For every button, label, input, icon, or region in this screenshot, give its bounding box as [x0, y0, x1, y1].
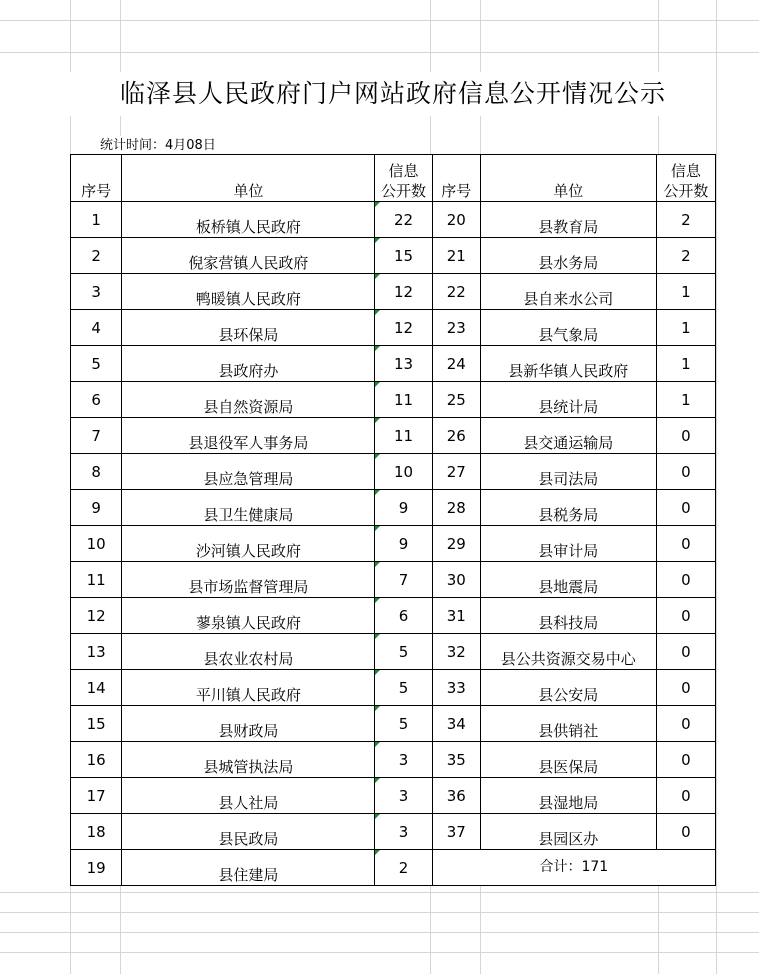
cell-unit[interactable]: 县气象局 [480, 310, 656, 346]
table-row [71, 562, 716, 598]
cell-unit[interactable]: 蓼泉镇人民政府 [122, 598, 375, 634]
header-seq[interactable]: 序号 [71, 155, 122, 202]
header-seq-2[interactable]: 序号 [432, 155, 480, 202]
cell-seq[interactable]: 11 [71, 562, 122, 598]
cell-unit[interactable]: 县人社局 [122, 778, 375, 814]
cell-seq[interactable]: 24 [432, 346, 480, 382]
cell-seq[interactable]: 15 [71, 706, 122, 742]
cell-unit[interactable]: 县科技局 [480, 598, 656, 634]
cell-seq[interactable]: 22 [432, 274, 480, 310]
cell-seq[interactable]: 18 [71, 814, 122, 850]
cell-count[interactable]: 2 [656, 238, 715, 274]
cell-count[interactable]: 3 [375, 742, 432, 778]
table-row [71, 814, 716, 850]
cell-seq[interactable]: 10 [71, 526, 122, 562]
cell-seq[interactable]: 36 [432, 778, 480, 814]
table-row [71, 490, 716, 526]
cell-count[interactable]: 1 [656, 274, 715, 310]
cell-count[interactable]: 9 [375, 526, 432, 562]
total-cell[interactable]: 合计：171 [432, 850, 715, 886]
table-row [71, 274, 716, 310]
cell-seq[interactable]: 37 [432, 814, 480, 850]
table-row [71, 598, 716, 634]
cell-unit[interactable]: 板桥镇人民政府 [122, 202, 375, 238]
cell-count[interactable]: 0 [656, 418, 715, 454]
header-count[interactable]: 信息 公开数 [375, 155, 432, 202]
cell-unit[interactable]: 县统计局 [480, 382, 656, 418]
cell-seq[interactable]: 4 [71, 310, 122, 346]
cell-unit[interactable]: 县湿地局 [480, 778, 656, 814]
cell-seq[interactable]: 13 [71, 634, 122, 670]
cell-unit[interactable]: 县交通运输局 [480, 418, 656, 454]
cell-count[interactable]: 11 [375, 382, 432, 418]
table-row [71, 526, 716, 562]
cell-unit[interactable]: 县司法局 [480, 454, 656, 490]
cell-unit[interactable]: 倪家营镇人民政府 [122, 238, 375, 274]
cell-count[interactable]: 10 [375, 454, 432, 490]
cell-seq[interactable]: 3 [71, 274, 122, 310]
cell-count[interactable]: 0 [656, 562, 715, 598]
cell-count[interactable]: 3 [375, 778, 432, 814]
page-title: 临泽县人民政府门户网站政府信息公开情况公示 [70, 72, 716, 116]
cell-count[interactable]: 0 [656, 490, 715, 526]
cell-count[interactable]: 6 [375, 598, 432, 634]
cell-seq[interactable]: 33 [432, 670, 480, 706]
cell-count[interactable]: 9 [375, 490, 432, 526]
cell-unit[interactable]: 县退役军人事务局 [122, 418, 375, 454]
cell-unit[interactable]: 县园区办 [480, 814, 656, 850]
table-row [71, 634, 716, 670]
cell-seq[interactable]: 5 [71, 346, 122, 382]
cell-seq[interactable]: 12 [71, 598, 122, 634]
cell-unit[interactable]: 县公共资源交易中心 [480, 634, 656, 670]
cell-seq[interactable]: 16 [71, 742, 122, 778]
cell-seq[interactable]: 26 [432, 418, 480, 454]
cell-count[interactable]: 13 [375, 346, 432, 382]
cell-unit[interactable]: 县应急管理局 [122, 454, 375, 490]
cell-unit[interactable]: 平川镇人民政府 [122, 670, 375, 706]
header-count-2[interactable]: 信息 公开数 [656, 155, 715, 202]
table-row [71, 202, 716, 238]
cell-unit[interactable]: 县税务局 [480, 490, 656, 526]
cell-count[interactable]: 15 [375, 238, 432, 274]
cell-unit[interactable]: 县自来水公司 [480, 274, 656, 310]
table-row [71, 706, 716, 742]
table-row [71, 454, 716, 490]
cell-count[interactable]: 1 [656, 310, 715, 346]
cell-unit[interactable]: 县市场监督管理局 [122, 562, 375, 598]
cell-count[interactable]: 2 [375, 850, 432, 886]
cell-seq[interactable]: 8 [71, 454, 122, 490]
cell-seq[interactable]: 34 [432, 706, 480, 742]
table-row [71, 670, 716, 706]
cell-count[interactable]: 0 [656, 526, 715, 562]
cell-unit[interactable]: 县审计局 [480, 526, 656, 562]
cell-unit[interactable]: 县环保局 [122, 310, 375, 346]
cell-count[interactable]: 0 [656, 634, 715, 670]
cell-count[interactable]: 1 [656, 382, 715, 418]
table-row [71, 346, 716, 382]
cell-unit[interactable]: 县医保局 [480, 742, 656, 778]
cell-seq[interactable]: 1 [71, 202, 122, 238]
header-unit[interactable]: 单位 [122, 155, 375, 202]
cell-unit[interactable]: 县住建局 [122, 850, 375, 886]
cell-unit[interactable]: 县公安局 [480, 670, 656, 706]
cell-unit[interactable]: 县新华镇人民政府 [480, 346, 656, 382]
cell-seq[interactable]: 19 [71, 850, 122, 886]
cell-count[interactable]: 0 [656, 454, 715, 490]
cell-count[interactable]: 0 [656, 706, 715, 742]
cell-count[interactable]: 0 [656, 778, 715, 814]
cell-seq[interactable]: 32 [432, 634, 480, 670]
cell-count[interactable]: 22 [375, 202, 432, 238]
cell-unit[interactable]: 县地震局 [480, 562, 656, 598]
cell-unit[interactable]: 县城管执法局 [122, 742, 375, 778]
cell-unit[interactable]: 县政府办 [122, 346, 375, 382]
cell-count[interactable]: 11 [375, 418, 432, 454]
cell-seq[interactable]: 17 [71, 778, 122, 814]
cell-seq[interactable]: 29 [432, 526, 480, 562]
cell-unit[interactable]: 县卫生健康局 [122, 490, 375, 526]
cell-unit[interactable]: 沙河镇人民政府 [122, 526, 375, 562]
cell-count[interactable]: 5 [375, 670, 432, 706]
cell-seq[interactable]: 14 [71, 670, 122, 706]
cell-unit[interactable]: 县自然资源局 [122, 382, 375, 418]
cell-count[interactable]: 3 [375, 814, 432, 850]
cell-seq[interactable]: 9 [71, 490, 122, 526]
cell-seq[interactable]: 25 [432, 382, 480, 418]
table-row [71, 742, 716, 778]
table-row [71, 310, 716, 346]
cell-count[interactable]: 5 [375, 634, 432, 670]
cell-unit[interactable]: 县农业农村局 [122, 634, 375, 670]
cell-count[interactable]: 0 [656, 814, 715, 850]
cell-unit[interactable]: 鸭暖镇人民政府 [122, 274, 375, 310]
cell-seq[interactable]: 28 [432, 490, 480, 526]
table-row [71, 238, 716, 274]
table-row [71, 778, 716, 814]
cell-unit[interactable]: 县财政局 [122, 706, 375, 742]
table-row [71, 382, 716, 418]
table-row [71, 418, 716, 454]
disclosure-table [70, 154, 716, 886]
cell-seq[interactable]: 35 [432, 742, 480, 778]
cell-count[interactable]: 12 [375, 310, 432, 346]
table-header-row [71, 155, 716, 202]
cell-count[interactable]: 12 [375, 274, 432, 310]
header-unit-2[interactable]: 单位 [480, 155, 656, 202]
cell-seq[interactable]: 2 [71, 238, 122, 274]
cell-count[interactable]: 0 [656, 742, 715, 778]
cell-count[interactable]: 1 [656, 346, 715, 382]
cell-seq[interactable]: 21 [432, 238, 480, 274]
cell-count[interactable]: 7 [375, 562, 432, 598]
cell-seq[interactable]: 23 [432, 310, 480, 346]
cell-seq[interactable]: 7 [71, 418, 122, 454]
cell-count[interactable]: 0 [656, 598, 715, 634]
table-row [71, 850, 716, 886]
cell-unit[interactable]: 县水务局 [480, 238, 656, 274]
cell-count[interactable]: 5 [375, 706, 432, 742]
cell-count[interactable]: 2 [656, 202, 715, 238]
cell-unit[interactable]: 县教育局 [480, 202, 656, 238]
cell-unit[interactable]: 县供销社 [480, 706, 656, 742]
cell-seq[interactable]: 31 [432, 598, 480, 634]
cell-seq[interactable]: 20 [432, 202, 480, 238]
cell-seq[interactable]: 27 [432, 454, 480, 490]
cell-seq[interactable]: 30 [432, 562, 480, 598]
cell-count[interactable]: 0 [656, 670, 715, 706]
stat-time: 统计时间：4月08日 [100, 136, 220, 156]
cell-seq[interactable]: 6 [71, 382, 122, 418]
cell-unit[interactable]: 县民政局 [122, 814, 375, 850]
